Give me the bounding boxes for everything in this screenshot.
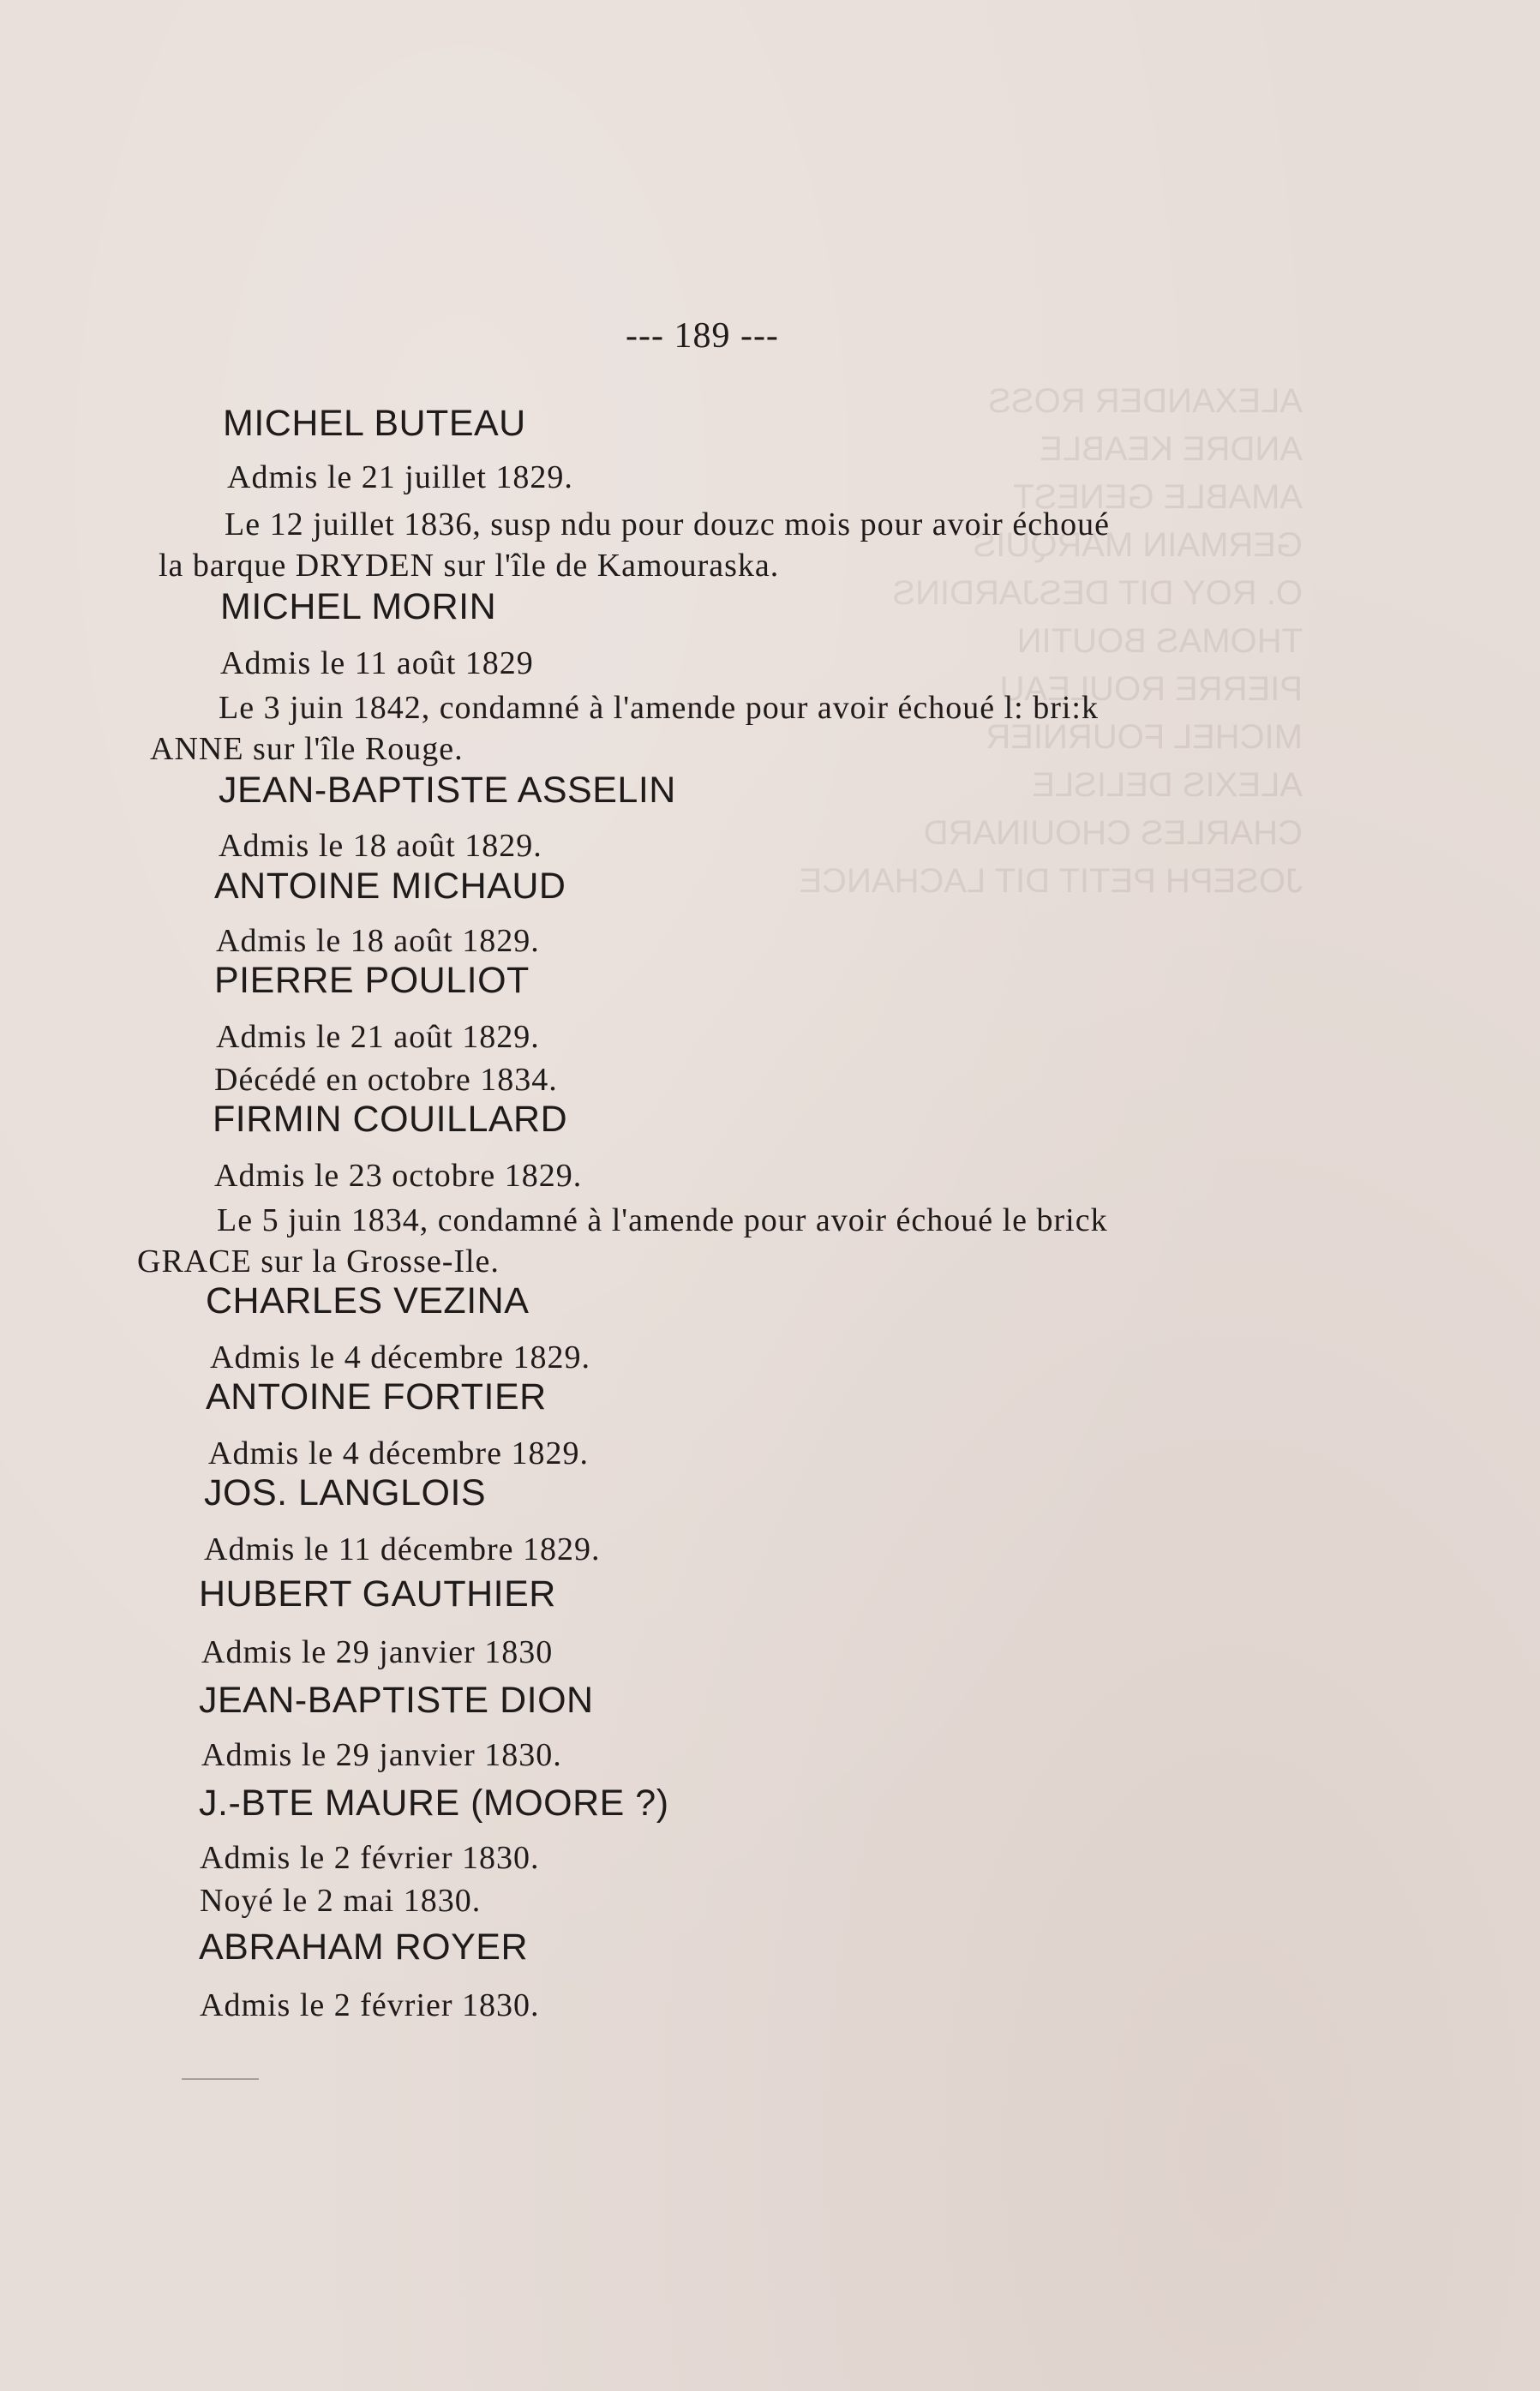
entry-line: Le 5 juin 1834, condamné à l'amende pour avoir échoué le brick: [217, 1202, 1108, 1238]
end-rule: [182, 2078, 259, 2080]
entry-name: CHARLES VEZINA: [206, 1280, 530, 1321]
entry-name: MICHEL BUTEAU: [223, 403, 526, 444]
page-number: --- 189 ---: [626, 316, 779, 356]
entry-line: Noyé le 2 mai 1830.: [200, 1883, 482, 1919]
entry-line: Admis le 18 août 1829.: [216, 923, 540, 959]
entry-line: Admis le 2 février 1830.: [200, 1840, 540, 1876]
entry-line: Admis le 29 janvier 1830: [201, 1634, 554, 1670]
entry-line: Admis le 4 décembre 1829.: [210, 1339, 590, 1375]
entry-line: Décédé en octobre 1834.: [214, 1062, 558, 1098]
entry-line: Admis le 2 février 1830.: [200, 1987, 540, 2023]
entry-name: J.-BTE MAURE (MOORE ?): [199, 1783, 669, 1824]
entry-name: JOS. LANGLOIS: [204, 1472, 487, 1513]
bleed-through-decoration: ALEXANDER ROSS ANDRE KEABLE AMABLE GENEST GERMAIN MARQUIS O. ROY DIT DESJARDINS THOMAS BOUTIN PIERRE ROULEAU MICHEL FOURNIER ALEXIS DELISLE CHARLES CHOUINARD JOSEPH PETIT DIT LACHANCE: [799, 382, 1303, 900]
entry-line: Admis le 11 août 1829: [220, 645, 534, 681]
entry-line: Admis le 18 août 1829.: [219, 828, 542, 864]
entry-name: ANTOINE MICHAUD: [214, 866, 566, 907]
entry-line: Le 12 juillet 1836, susp ndu pour douzc mois pour avoir échoué: [225, 506, 1110, 542]
entry-name: PIERRE POULIOT: [214, 960, 530, 1001]
entry-name: JEAN-BAPTISTE ASSELIN: [219, 770, 676, 811]
entry-line: Admis le 21 juillet 1829.: [227, 459, 573, 495]
entry-name: ANTOINE FORTIER: [206, 1376, 547, 1417]
entry-line: Admis le 4 décembre 1829.: [208, 1435, 589, 1471]
entry-line: Admis le 29 janvier 1830.: [201, 1737, 562, 1773]
entry-line: GRACE sur la Grosse-Ile.: [137, 1243, 500, 1279]
entry-name: ABRAHAM ROYER: [199, 1927, 529, 1968]
entry-name: MICHEL MORIN: [220, 586, 497, 627]
entry-name: FIRMIN COUILLARD: [213, 1099, 568, 1140]
entry-line: Admis le 11 décembre 1829.: [204, 1531, 601, 1567]
entry-line: Le 3 juin 1842, condamné à l'amende pour avoir échoué l: bri:k: [219, 690, 1099, 726]
entry-line: ANNE sur l'île Rouge.: [150, 731, 464, 767]
entry-name: JEAN-BAPTISTE DION: [199, 1680, 594, 1721]
entry-line: Admis le 21 août 1829.: [216, 1019, 540, 1055]
entry-line: Admis le 23 octobre 1829.: [214, 1158, 583, 1194]
entry-line: la barque DRYDEN sur l'île de Kamouraska.: [159, 548, 780, 584]
entry-name: HUBERT GAUTHIER: [199, 1573, 556, 1615]
